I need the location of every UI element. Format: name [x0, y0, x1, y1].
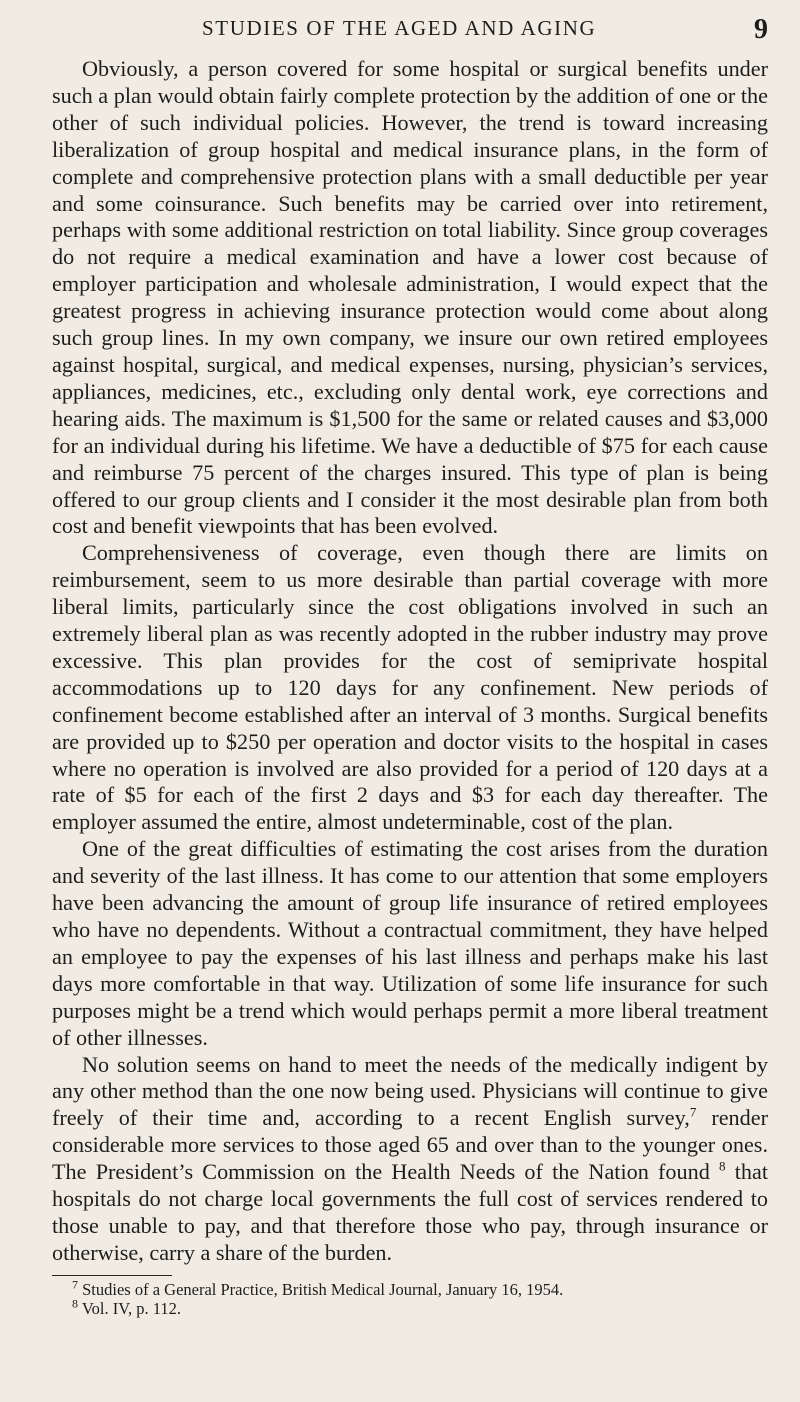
paragraph-last-illness: One of the great difficulties of estimating the cost arises from the duration and severity of the last illness. It has come to our attention that some employers have been advancing the amount of group life insurance of retired employees who have no dependents. Without a contractual commitment, they have helped an employee to pay the expenses of his last illness and perhaps make his last days more comfortable in that way. Utilization of some life insurance for such purposes might be a trend which would perhaps permit a more liberal treatment of other illnesses. — [52, 836, 768, 1050]
page-number: 9 — [754, 14, 768, 45]
footnote-marker: 8 — [72, 1296, 78, 1311]
footnote-7 — [52, 1277, 768, 1299]
running-head — [52, 14, 768, 46]
paragraph-medically-indigent — [52, 1052, 768, 1267]
paragraph-group-benefits: Obviously, a person covered for some hospital or surgical benefits under such a plan would obtain fairly complete protection by the addition of one or the other of such individual policies. However, the trend is toward increasing liberalization of group hospital and medical insurance plans, in the form of complete and comprehensive protection plans with a small deductible per year and some coinsurance. Such benefits may be carried over into retirement, perhaps with some additional restriction on total liability. Since group coverages do not require a medical examination and have a lower cost because of employer participation and wholesale administration, I would expect that the greatest progress in achieving insurance protection would come about along such group lines. In my own company, we insure our own retired employees against hospital, surgical, and medical expenses, nursing, physician’s services, appliances, medicines, etc., excluding only dental work, eye corrections and hearing aids. The maximum is $1,500 for the same or related causes and $3,000 for an individual during his lifetime. We have a deductible of $75 for each cause and reimburse 75 percent of the charges insured. This type of plan is being offered to our group clients and I consider it the most desirable plan from both cost and benefit viewpoints that has been evolved. — [52, 56, 768, 539]
footnote-reference-8: 8 — [719, 1158, 726, 1174]
paragraph-comprehensiveness: Comprehensiveness of coverage, even though there are limits on reimbursement, seem to us more desirable than partial coverage with more liberal limits, particularly since the cost obligations involved in such an extremely liberal plan as was recently adopted in the rubber industry may prove excessive. This plan provides for the cost of semiprivate hospital accommodations up to 120 days for any confinement. New periods of confinement become established after an interval of 3 months. Surgical benefits are provided up to $250 per operation and doctor visits to the hospital in cases where no operation is involved are also provided for a period of 120 days at a rate of $5 for each of the first 2 days and $3 for each day thereafter. The employer assumed the entire, almost undeterminable, cost of the plan. — [52, 540, 768, 835]
footnote-marker: 7 — [72, 1277, 78, 1292]
footnotes — [52, 1277, 768, 1318]
paragraph-text-segment: render considerable more services to those aged 65 and over than to the younger ones. The President’s Commission on the Health Needs of the Nation found — [52, 1105, 768, 1185]
footnote-text: Vol. IV, p. 112. — [81, 1298, 181, 1318]
footnote-8 — [52, 1296, 768, 1318]
footnote-reference-7: 7 — [689, 1104, 697, 1120]
paragraph-text-segment: that hospitals do not charge local governments the full cost of services rendered to those unable to pay, and that therefore those who pay, through insurance or otherwise, carry a share of the burden. — [52, 1159, 768, 1265]
footnote-text: Studies of a General Practice, British Medical Journal, January 16, 1954. — [82, 1279, 564, 1299]
footnote-divider — [52, 1275, 172, 1276]
running-title: STUDIES OF THE AGED AND AGING — [202, 16, 597, 40]
paragraph-text-segment: No solution seems on hand to meet the needs of the medically indigent by any other method than the one now being used. Physicians will continue to give freely of their time and, according to a recent English survey, — [52, 1051, 768, 1131]
body-text — [52, 56, 768, 1318]
